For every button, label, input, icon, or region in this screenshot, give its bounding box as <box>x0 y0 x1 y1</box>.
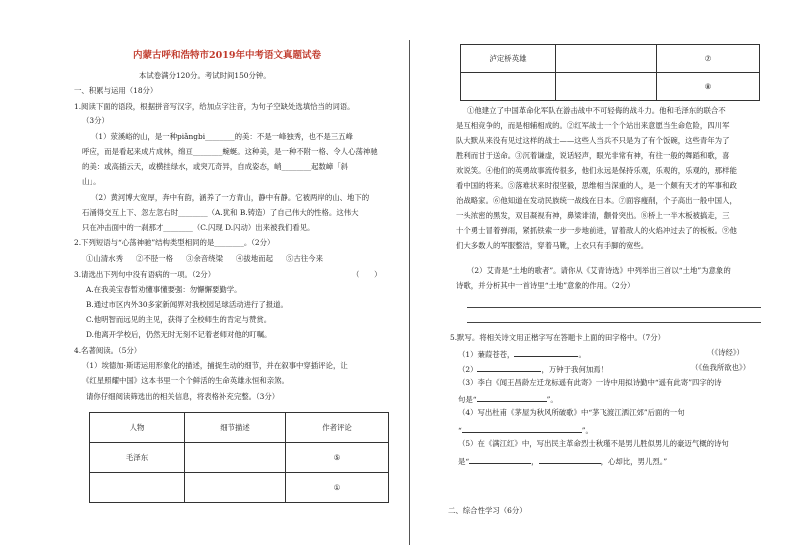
table-row <box>461 73 760 101</box>
q2-option: ⑤古往今来 <box>286 254 323 263</box>
q2-option: ④拔地而起 <box>236 254 273 263</box>
table-header: 人物 <box>90 413 185 443</box>
q5-item: （5）在《满江红》中，写出民主革命烈士秋瑾不是男儿胜似男儿的豪迈气概的诗句 <box>458 439 729 448</box>
q5-item <box>458 424 593 436</box>
q5-item <box>458 363 608 375</box>
q4-2-line: （2）艾青是“土地的歌者”。请你从《艾青诗选》中列举出三首以“土地”为意象的 <box>467 266 731 275</box>
section-2-heading: 二、综合性学习（6分） <box>448 506 527 515</box>
q1-stem: 1.阅读下面的语段，根据拼音写汉字，给加点字注音，为句子空缺处选填恰当的词语。 <box>74 102 355 111</box>
q3-option-d: D.他离开学校后，仍然无时无刻不记着老师对他的叮嘱。 <box>86 330 272 339</box>
q1-p1-line: 山」。 <box>82 177 101 186</box>
table-cell: ⑦ <box>657 45 760 73</box>
q4-stem: 4.名著阅读。（5分） <box>74 346 142 355</box>
q3-stem: 3.请选出下列句中没有语病的一项。（2分） <box>74 270 216 279</box>
q4-table <box>89 412 389 503</box>
q2-option: ③余音绕梁 <box>186 254 223 263</box>
continued-table <box>460 44 760 101</box>
q5-item-text: 。 <box>578 350 586 359</box>
table-row <box>90 473 389 503</box>
q4-option-text: 一头浓密的黑发，双目凝视有神，鼻梁诽清，颧骨突出。⑧桥上一半木板被搞走，三 <box>456 211 730 220</box>
q2-stem: 2.下列短语与“心荡神驰”结构类型相同的是________。（2分） <box>74 238 275 247</box>
table-cell: ⑧ <box>657 73 760 101</box>
answer-line[interactable] <box>467 322 761 323</box>
table-cell: ⑤ <box>286 443 389 473</box>
q5-item-text: （1）蒹葭苍苍， <box>458 350 515 359</box>
fill-blank[interactable] <box>477 393 547 402</box>
q4-option-text: ①他建立了中国革命化军队在游击战中不可轻侮的战斗力。他和毛泽东的联合不 <box>467 106 726 115</box>
q5-item-text: （2） <box>458 365 478 374</box>
q5-item-text: 句是“ <box>458 395 477 404</box>
q1-p2-line: （2）黄河博大宽厚，奔中有韵，涵养了一方青山，静中有静。它被两岸的山、地下的 <box>91 193 370 202</box>
table-cell: 毛泽东 <box>90 443 185 473</box>
table-cell: 泸定桥英雄 <box>461 45 556 73</box>
section-1-heading: 一、积累与运用（18分） <box>74 86 158 95</box>
q4-option-text: 看中国的将来。⑤落难状来时很坚毅，思维相当深重的人，是一个颇有天才的军事和政 <box>456 181 737 190</box>
column-divider <box>409 40 410 545</box>
q5-item <box>458 393 558 405</box>
table-header: 作者评论 <box>286 413 389 443</box>
fill-blank[interactable] <box>514 348 578 357</box>
q3-option-a: A.在我美宝春暂劝懂事懂要强：勿懈懈要勤学。 <box>86 285 242 294</box>
q5-item-text: ，心却比，男儿烈。” <box>600 457 668 466</box>
q4-option-text: 是互相竞争的，而是相辅相成的。②红军战士一个个站出来意愿当生命危险，四川军 <box>456 121 730 130</box>
table-cell: ① <box>286 473 389 503</box>
q5-item: （3）李白《闻王昌龄左迁龙标遥有此寄》一诗中用拟诗勤中“遥有此寄”四字的诗 <box>458 378 722 387</box>
page-title: 内蒙古呼和浩特市2019年中考语文真题试卷 <box>133 50 321 61</box>
table-cell[interactable] <box>185 473 286 503</box>
answer-line[interactable] <box>467 307 761 308</box>
q5-source: （《诗经》） <box>707 348 744 357</box>
table-header: 细节描述 <box>185 413 286 443</box>
q1-p2-line: 只在冲击面中的一刹那才________（C.闪现 D.闪动）出来被我们看见。 <box>82 223 315 232</box>
q5-item-text: ，万钟于我何加焉！ <box>541 365 609 374</box>
q1-score: （3分） <box>82 116 109 125</box>
table-header-row <box>90 413 389 443</box>
table-cell <box>461 73 556 101</box>
q1-p2-line: 石涌得交互上下、忽左忽右时________（A.犹和 B.铸造）了自己伟大的性格。这伟大 <box>82 208 359 217</box>
q5-item-text: “ <box>458 426 462 435</box>
q1-p1-line: 的美：或高插云天，或横挂绿水，或突兀奇异，自成姿态，峭________起数嶂「斜 <box>82 162 349 171</box>
q2-option: ②不胫一格 <box>136 254 173 263</box>
q3-option-c: C.他明智而远见的主见，获得了全校师生的肯定与赞赏。 <box>86 315 272 324</box>
q4-instruction: 请你仔细阅读筛选出的相关信息，将表格补充完整。（3分） <box>86 392 280 401</box>
q4-option-text: 十个勇士冒着弹雨，紧抓铁索一步一步地前进，冒着敌人的火焰冲过去了的板板。⑨他 <box>456 226 737 235</box>
q4-option-text: 队大默从来没有见过这样的战士——这些人当兵不只是为了有个饭碗，这些青年为了 <box>456 136 730 145</box>
q1-p1-line: 呼应，而是看起来成片成林，绵亘________蜿蜒。这种美，是一种不附一格、令人心荡神驰 <box>82 147 378 156</box>
q4-p1-line: 《红星照耀中国》这本书里一个个鲜活的生命英雄永恒和亲煞。 <box>82 376 289 385</box>
q5-item <box>458 348 586 360</box>
q5-item <box>458 455 667 467</box>
table-row <box>90 443 389 473</box>
q5-item: （4）写出杜甫《茅屋为秋风所破歌》中“茅飞渡江洒江郊”后面的一句 <box>458 408 685 417</box>
q1-p1-line: （1）荥溪峪的山，是一种piǎngbi________的美：不是一峰独秀，也不是三五峰 <box>91 132 353 141</box>
q4-option-text: 欢说笑。④他们的英勇故事流传很多，他们永远是保持乐观，乐观的，乐观的，那样能 <box>456 166 737 175</box>
q2-option: ①山清水秀 <box>86 254 123 263</box>
table-cell[interactable] <box>556 73 657 101</box>
table-cell <box>90 473 185 503</box>
q4-option-text: 治战略家。⑥他知道在发动民族统一战线在日本。⑦面容瘦削，个子高出一般中国人， <box>456 196 737 205</box>
table-row <box>461 45 760 73</box>
q5-item-text: ”。 <box>546 395 558 404</box>
q5-stem: 5.默写。将相关诗文用正楷字写在答题卡上面的田字格中。（7分） <box>450 333 665 342</box>
q4-p1-line: （1）埃德加·斯诺运用形象化的描述，捕捉生动的细节，并在叙事中穿插评论，让 <box>82 361 348 370</box>
q3-option-b: B.通过市区内外30多家新闻界对我校园足球活动进行了报道。 <box>86 300 288 309</box>
table-cell[interactable] <box>185 443 286 473</box>
q5-source: （《鱼我所欲也》） <box>691 363 751 372</box>
fill-blank[interactable] <box>477 363 541 372</box>
q4-option-text: 胜利而甘于送命。③沉着谦虚，说话轻声，眼光非常有神，有往一般的舞蹈和歌，喜 <box>456 151 730 160</box>
q5-item-text: 是“ <box>458 457 470 466</box>
fill-blank[interactable] <box>462 424 582 433</box>
q4-2-line: 诗歌，并分析其中一首诗里“土地”意象的作用。（2分） <box>456 281 635 290</box>
q5-item-text: ”。 <box>581 426 593 435</box>
table-cell[interactable] <box>556 45 657 73</box>
fill-blank[interactable] <box>469 455 531 464</box>
exam-info: 本试卷满分120分。考试时间150分钟。 <box>139 71 271 80</box>
q4-option-text: 们大多数人的军服整洁，穿着马靴，上衣只有手脚的宽些。 <box>456 241 649 250</box>
fill-blank[interactable] <box>539 455 601 464</box>
q5-item-text: ， <box>531 457 539 466</box>
q3-answer-bracket: （ ） <box>352 270 382 279</box>
